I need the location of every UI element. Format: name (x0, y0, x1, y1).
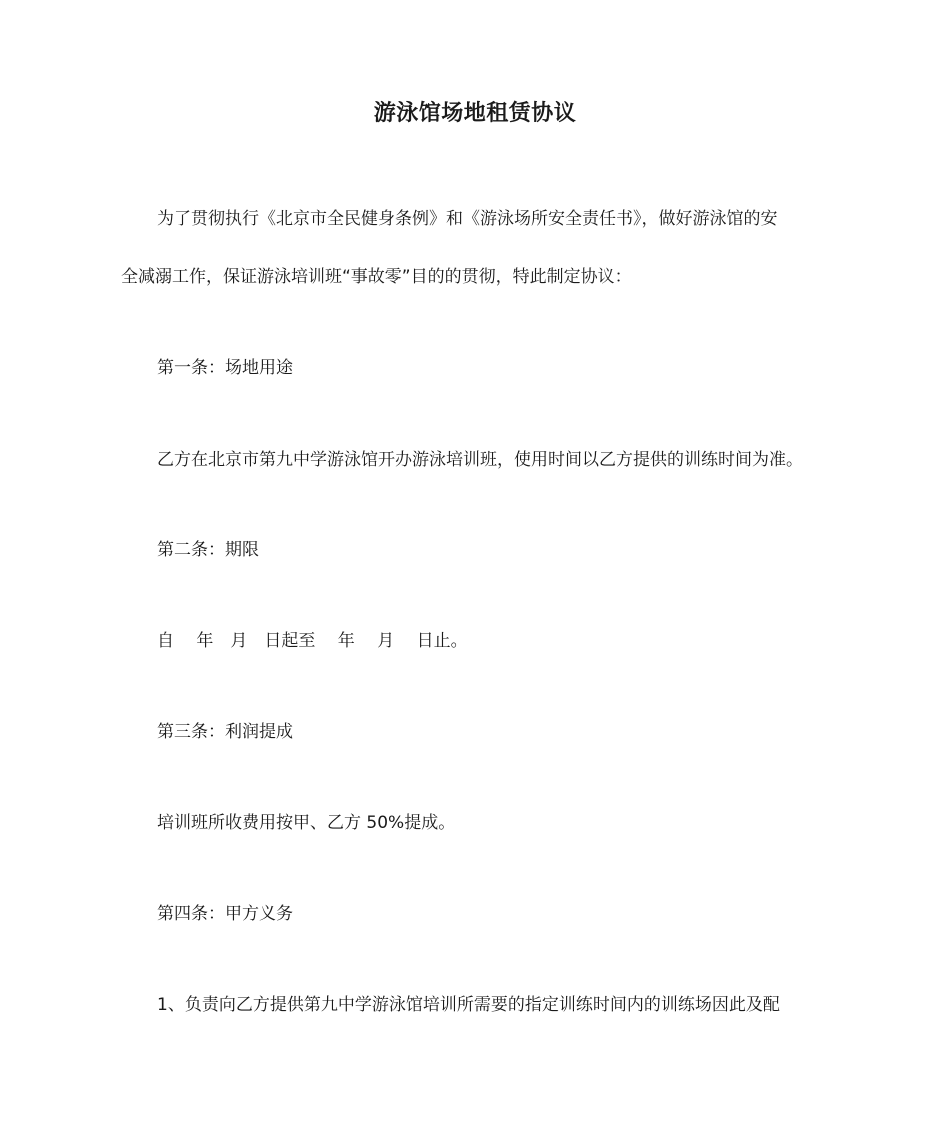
document-title: 游泳馆场地租赁协议 (373, 101, 577, 126)
intro-paragraph-line-1: 为了贯彻执行《北京市全民健身条例》和《游泳场所安全责任书》，做好游泳馆的安 (157, 209, 778, 229)
article-2-body: 自 年 月 日起至 年 月 日止。 (157, 631, 468, 651)
article-1-heading: 第一条：场地用途 (157, 358, 293, 378)
article-1-body: 乙方在北京市第九中学游泳馆开办游泳培训班，使用时间以乙方提供的训练时间为准。 (157, 450, 803, 470)
intro-paragraph-line-2: 全减溺工作，保证游泳培训班“事故零”目的的贯彻，特此制定协议： (121, 267, 632, 287)
article-3-heading: 第三条：利润提成 (157, 722, 293, 742)
article-4-heading: 第四条：甲方义务 (157, 904, 293, 924)
article-2-heading: 第二条：期限 (157, 540, 259, 560)
article-4-item-1: 1、负责向乙方提供第九中学游泳馆培训所需要的指定训练时间内的训练场因此及配 (157, 995, 780, 1015)
article-3-body: 培训班所收费用按甲、乙方 50%提成。 (157, 813, 456, 833)
